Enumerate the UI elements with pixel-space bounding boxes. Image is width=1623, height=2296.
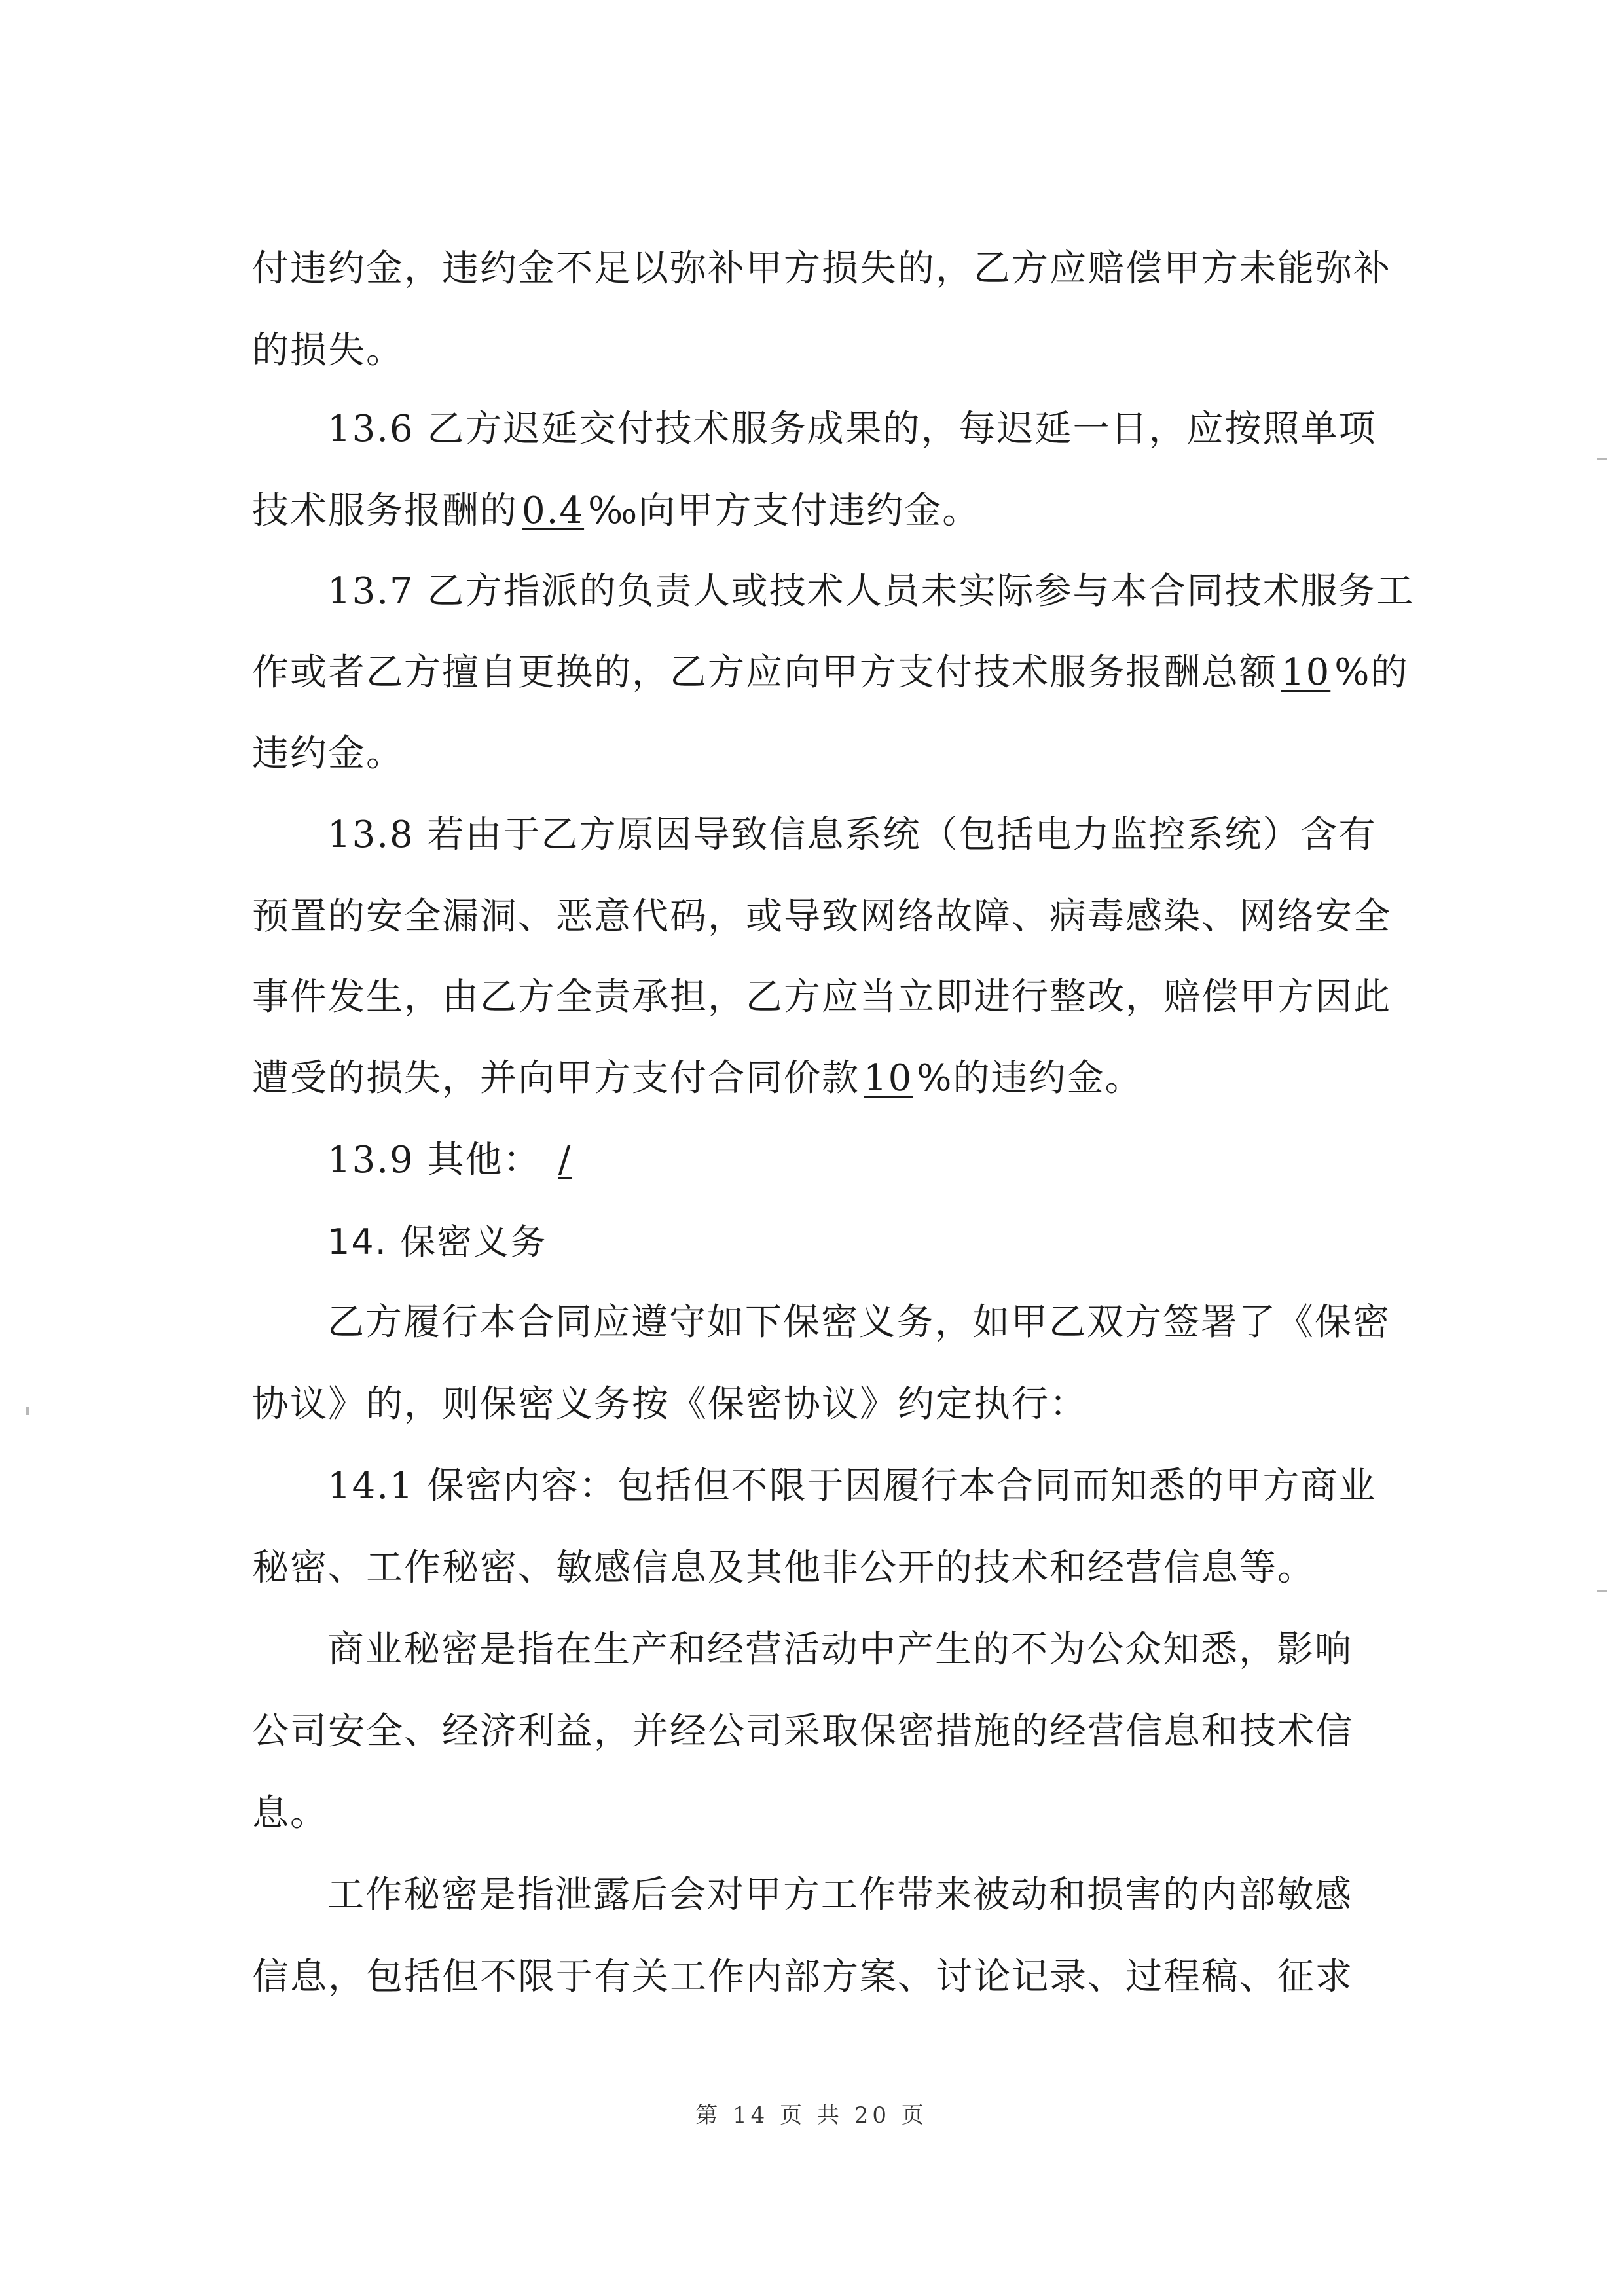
- paragraph-13-8-line-1: 13.8 若由于乙方原因导致信息系统（包括电力监控系统）含有: [327, 814, 1377, 856]
- paragraph-trade-secret-line-1: 商业秘密是指在生产和经营活动中产生的不为公众知悉，影响: [327, 1628, 1353, 1671]
- text-segment: 作或者乙方擅自更换的，乙方应向甲方支付技术服务报酬总额: [252, 651, 1277, 694]
- paragraph-13-7-line-1: 13.7 乙方指派的负责人或技术人员未实际参与本合同技术服务工: [327, 570, 1415, 613]
- text-segment: 技术服务报酬的: [252, 490, 518, 532]
- paragraph-13-9: [327, 1137, 589, 1184]
- paragraph-13-7-line-2: [252, 649, 1408, 696]
- paragraph-trade-secret-line-3: 息。: [252, 1792, 328, 1835]
- other-blank-value: /: [558, 1139, 572, 1181]
- paragraph-13-7-line-3: 违约金。: [252, 732, 404, 775]
- scan-speck: [1597, 1590, 1607, 1592]
- paragraph-13-6-line-2: [252, 488, 980, 535]
- paragraph-13-5-line-1: 付违约金，违约金不足以弥补甲方损失的，乙方应赔偿甲方未能弥补: [252, 247, 1391, 290]
- text-segment: 13.9 其他：: [327, 1139, 541, 1181]
- paragraph-13-8-line-4: [252, 1055, 1142, 1102]
- paragraph-work-secret-line-2: 信息，包括但不限于有关工作内部方案、讨论记录、过程稿、征求: [252, 1956, 1353, 1998]
- paragraph-14-1-line-2: 秘密、工作秘密、敏感信息及其他非公开的技术和经营信息等。: [252, 1547, 1315, 1589]
- paragraph-13-5-line-2: 的损失。: [252, 329, 404, 372]
- scan-speck: [1597, 458, 1607, 460]
- paragraph-14-intro-line-1: 乙方履行本合同应遵守如下保密义务，如甲乙双方签署了《保密: [327, 1301, 1391, 1344]
- page-number-footer: 第 14 页 共 20 页: [695, 2102, 928, 2128]
- rate-blank-value: 0.4: [522, 490, 585, 532]
- paragraph-trade-secret-line-2: 公司安全、经济利益，并经公司采取保密措施的经营信息和技术信: [252, 1710, 1353, 1753]
- percent-blank-value: 10: [864, 1057, 913, 1100]
- text-segment: %的: [1334, 651, 1409, 694]
- paragraph-13-8-line-3: 事件发生，由乙方全责承担，乙方应当立即进行整改，赔偿甲方因此: [252, 976, 1391, 1018]
- paragraph-14-1-line-1: 14.1 保密内容：包括但不限于因履行本合同而知悉的甲方商业: [327, 1465, 1377, 1507]
- paragraph-work-secret-line-1: 工作秘密是指泄露后会对甲方工作带来被动和损害的内部敏感: [327, 1874, 1353, 1916]
- paragraph-13-6-line-1: 13.6 乙方迟延交付技术服务成果的，每迟延一日，应按照单项: [327, 408, 1377, 450]
- text-segment: ‰向甲方支付违约金。: [588, 490, 981, 532]
- text-segment: 遭受的损失，并向甲方支付合同价款: [252, 1057, 860, 1100]
- percent-blank-value: 10: [1281, 651, 1331, 694]
- text-segment: %的违约金。: [917, 1057, 1143, 1100]
- paragraph-14-intro-line-2: 协议》的，则保密义务按《保密协议》约定执行：: [252, 1383, 1087, 1426]
- scan-speck: [26, 1407, 29, 1415]
- section-14-heading: 14. 保密义务: [327, 1221, 547, 1263]
- paragraph-13-8-line-2: 预置的安全漏洞、恶意代码，或导致网络故障、病毒感染、网络安全: [252, 895, 1391, 938]
